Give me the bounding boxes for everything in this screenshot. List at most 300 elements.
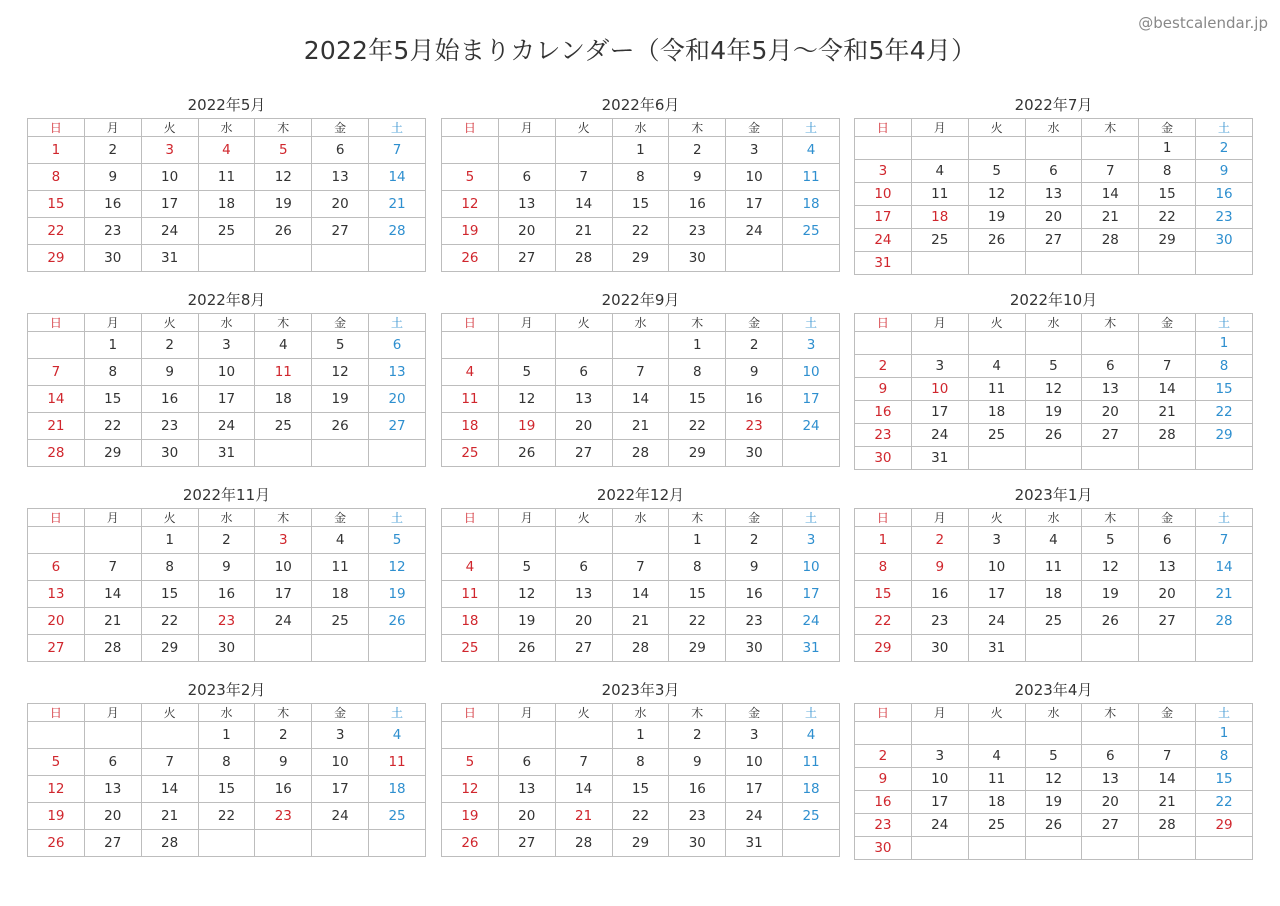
month-calendar bbox=[441, 482, 840, 662]
day-cell: 22 bbox=[141, 608, 198, 635]
day-cell: 8 bbox=[1196, 355, 1253, 378]
weekday-header-row bbox=[855, 119, 1253, 137]
weekday-header-row bbox=[442, 119, 840, 137]
day-cell: 5 bbox=[442, 749, 499, 776]
weekday-header-row bbox=[855, 704, 1253, 722]
day-cell: 3 bbox=[726, 137, 783, 164]
day-cell: 25 bbox=[783, 803, 840, 830]
day-cell: 1 bbox=[1139, 137, 1196, 160]
day-cell: 13 bbox=[1082, 378, 1139, 401]
day-cell: 2 bbox=[198, 527, 255, 554]
day-cell: 12 bbox=[1025, 378, 1082, 401]
weekday-header-row bbox=[855, 509, 1253, 527]
day-cell: 7 bbox=[369, 137, 426, 164]
day-cell: 7 bbox=[1139, 355, 1196, 378]
day-cell: 22 bbox=[1196, 401, 1253, 424]
empty-day-cell bbox=[1082, 447, 1139, 470]
weekday-label: 木 bbox=[669, 119, 726, 137]
day-cell: 6 bbox=[498, 749, 555, 776]
weekday-label: 月 bbox=[498, 119, 555, 137]
day-cell: 25 bbox=[369, 803, 426, 830]
day-cell: 8 bbox=[855, 554, 912, 581]
day-cell: 26 bbox=[28, 830, 85, 857]
empty-day-cell bbox=[369, 830, 426, 857]
day-cell: 19 bbox=[442, 218, 499, 245]
day-cell: 15 bbox=[855, 581, 912, 608]
empty-day-cell bbox=[312, 635, 369, 662]
weekday-label: 土 bbox=[1196, 509, 1253, 527]
day-cell: 20 bbox=[1139, 581, 1196, 608]
month-table bbox=[854, 508, 1253, 662]
day-cell: 27 bbox=[1082, 424, 1139, 447]
empty-day-cell bbox=[1196, 252, 1253, 275]
week-row bbox=[855, 206, 1253, 229]
day-cell: 6 bbox=[312, 137, 369, 164]
week-row bbox=[855, 527, 1253, 554]
week-row bbox=[28, 608, 426, 635]
empty-day-cell bbox=[855, 332, 912, 355]
day-cell: 15 bbox=[198, 776, 255, 803]
week-row bbox=[855, 332, 1253, 355]
day-cell: 7 bbox=[1139, 745, 1196, 768]
day-cell: 2 bbox=[255, 722, 312, 749]
weekday-label: 火 bbox=[555, 509, 612, 527]
weekday-label: 水 bbox=[612, 119, 669, 137]
day-cell: 5 bbox=[1082, 527, 1139, 554]
day-cell: 21 bbox=[612, 608, 669, 635]
week-row bbox=[442, 332, 840, 359]
day-cell: 2 bbox=[1196, 137, 1253, 160]
week-row bbox=[855, 837, 1253, 860]
empty-day-cell bbox=[312, 830, 369, 857]
day-cell: 28 bbox=[141, 830, 198, 857]
day-cell: 22 bbox=[84, 413, 141, 440]
weekday-label: 火 bbox=[968, 314, 1025, 332]
day-cell: 18 bbox=[369, 776, 426, 803]
day-cell: 23 bbox=[669, 803, 726, 830]
weekday-header-row bbox=[28, 314, 426, 332]
day-cell: 12 bbox=[442, 191, 499, 218]
day-cell: 2 bbox=[141, 332, 198, 359]
day-cell: 28 bbox=[555, 830, 612, 857]
day-cell: 24 bbox=[198, 413, 255, 440]
day-cell: 25 bbox=[255, 413, 312, 440]
day-cell: 5 bbox=[498, 554, 555, 581]
weekday-label: 日 bbox=[855, 704, 912, 722]
day-cell: 7 bbox=[555, 164, 612, 191]
day-cell: 14 bbox=[84, 581, 141, 608]
day-cell: 25 bbox=[442, 635, 499, 662]
month-title: 2022年9月 bbox=[601, 291, 680, 309]
day-cell: 21 bbox=[555, 803, 612, 830]
month-title: 2022年6月 bbox=[601, 96, 680, 114]
day-cell: 14 bbox=[1196, 554, 1253, 581]
month-calendar bbox=[854, 677, 1253, 860]
day-cell: 14 bbox=[28, 386, 85, 413]
weekday-header-row bbox=[442, 704, 840, 722]
day-cell: 24 bbox=[726, 803, 783, 830]
week-row bbox=[442, 749, 840, 776]
day-cell: 25 bbox=[783, 218, 840, 245]
day-cell: 15 bbox=[1196, 378, 1253, 401]
empty-day-cell bbox=[555, 332, 612, 359]
weekday-label: 日 bbox=[442, 314, 499, 332]
weekday-label: 水 bbox=[198, 119, 255, 137]
weekday-label: 月 bbox=[84, 314, 141, 332]
day-cell: 26 bbox=[442, 245, 499, 272]
empty-day-cell bbox=[255, 635, 312, 662]
day-cell: 27 bbox=[555, 440, 612, 467]
weekday-label: 木 bbox=[255, 119, 312, 137]
weekday-label: 土 bbox=[783, 509, 840, 527]
day-cell: 21 bbox=[28, 413, 85, 440]
empty-day-cell bbox=[255, 245, 312, 272]
day-cell: 10 bbox=[783, 554, 840, 581]
day-cell: 28 bbox=[612, 440, 669, 467]
day-cell: 10 bbox=[855, 183, 912, 206]
day-cell: 23 bbox=[1196, 206, 1253, 229]
day-cell: 6 bbox=[84, 749, 141, 776]
day-cell: 8 bbox=[669, 554, 726, 581]
week-row bbox=[28, 359, 426, 386]
weekday-label: 水 bbox=[1025, 509, 1082, 527]
day-cell: 19 bbox=[1025, 791, 1082, 814]
weekday-header-row bbox=[855, 314, 1253, 332]
weekday-label: 水 bbox=[1025, 314, 1082, 332]
day-cell: 5 bbox=[1025, 355, 1082, 378]
day-cell: 19 bbox=[442, 803, 499, 830]
day-cell: 10 bbox=[312, 749, 369, 776]
day-cell: 9 bbox=[669, 749, 726, 776]
day-cell: 15 bbox=[1139, 183, 1196, 206]
weekday-label: 水 bbox=[198, 704, 255, 722]
day-cell: 23 bbox=[141, 413, 198, 440]
day-cell: 5 bbox=[369, 527, 426, 554]
empty-day-cell bbox=[442, 332, 499, 359]
day-cell: 16 bbox=[255, 776, 312, 803]
day-cell: 5 bbox=[498, 359, 555, 386]
day-cell: 26 bbox=[498, 635, 555, 662]
day-cell: 21 bbox=[555, 218, 612, 245]
day-cell: 14 bbox=[369, 164, 426, 191]
day-cell: 23 bbox=[198, 608, 255, 635]
day-cell: 20 bbox=[1082, 401, 1139, 424]
week-row bbox=[855, 447, 1253, 470]
day-cell: 12 bbox=[255, 164, 312, 191]
day-cell: 24 bbox=[255, 608, 312, 635]
day-cell: 24 bbox=[968, 608, 1025, 635]
weekday-label: 金 bbox=[312, 314, 369, 332]
week-row bbox=[28, 440, 426, 467]
day-cell: 4 bbox=[312, 527, 369, 554]
weekday-label: 日 bbox=[28, 704, 85, 722]
day-cell: 27 bbox=[1082, 814, 1139, 837]
week-row bbox=[442, 722, 840, 749]
weekday-label: 火 bbox=[555, 704, 612, 722]
day-cell: 16 bbox=[141, 386, 198, 413]
day-cell: 26 bbox=[255, 218, 312, 245]
weekday-header-row bbox=[28, 509, 426, 527]
empty-day-cell bbox=[555, 137, 612, 164]
day-cell: 16 bbox=[1196, 183, 1253, 206]
empty-day-cell bbox=[198, 245, 255, 272]
weekday-header-row bbox=[442, 509, 840, 527]
weekday-label: 火 bbox=[141, 119, 198, 137]
day-cell: 13 bbox=[1025, 183, 1082, 206]
week-row bbox=[28, 554, 426, 581]
day-cell: 28 bbox=[612, 635, 669, 662]
day-cell: 9 bbox=[84, 164, 141, 191]
week-row bbox=[442, 137, 840, 164]
day-cell: 22 bbox=[198, 803, 255, 830]
day-cell: 24 bbox=[783, 608, 840, 635]
day-cell: 30 bbox=[855, 447, 912, 470]
day-cell: 30 bbox=[726, 440, 783, 467]
day-cell: 1 bbox=[612, 137, 669, 164]
weekday-label: 月 bbox=[911, 119, 968, 137]
day-cell: 25 bbox=[312, 608, 369, 635]
day-cell: 6 bbox=[1082, 745, 1139, 768]
day-cell: 7 bbox=[1196, 527, 1253, 554]
weekday-label: 日 bbox=[28, 119, 85, 137]
weekday-label: 金 bbox=[726, 509, 783, 527]
weekday-label: 月 bbox=[911, 314, 968, 332]
day-cell: 11 bbox=[968, 768, 1025, 791]
empty-day-cell bbox=[498, 527, 555, 554]
weekday-label: 水 bbox=[1025, 119, 1082, 137]
day-cell: 21 bbox=[1082, 206, 1139, 229]
day-cell: 23 bbox=[855, 814, 912, 837]
week-row bbox=[442, 359, 840, 386]
weekday-label: 月 bbox=[498, 314, 555, 332]
day-cell: 9 bbox=[855, 378, 912, 401]
day-cell: 26 bbox=[1025, 814, 1082, 837]
empty-day-cell bbox=[1196, 447, 1253, 470]
empty-day-cell bbox=[968, 252, 1025, 275]
day-cell: 12 bbox=[1025, 768, 1082, 791]
empty-day-cell bbox=[1025, 635, 1082, 662]
weekday-label: 月 bbox=[84, 704, 141, 722]
day-cell: 26 bbox=[498, 440, 555, 467]
day-cell: 17 bbox=[312, 776, 369, 803]
month-table bbox=[854, 118, 1253, 275]
weekday-header-row bbox=[28, 704, 426, 722]
day-cell: 17 bbox=[141, 191, 198, 218]
week-row bbox=[28, 776, 426, 803]
day-cell: 11 bbox=[783, 164, 840, 191]
day-cell: 18 bbox=[968, 401, 1025, 424]
empty-day-cell bbox=[442, 527, 499, 554]
week-row bbox=[442, 830, 840, 857]
day-cell: 23 bbox=[726, 608, 783, 635]
day-cell: 29 bbox=[1196, 424, 1253, 447]
week-row bbox=[855, 424, 1253, 447]
weekday-header-row bbox=[442, 314, 840, 332]
day-cell: 13 bbox=[1139, 554, 1196, 581]
empty-day-cell bbox=[442, 137, 499, 164]
weekday-label: 日 bbox=[28, 509, 85, 527]
week-row bbox=[442, 164, 840, 191]
page-title: 2022年5月始まりカレンダー（令和4年5月〜令和5年4月） bbox=[303, 36, 977, 65]
day-cell: 15 bbox=[1196, 768, 1253, 791]
day-cell: 3 bbox=[783, 527, 840, 554]
day-cell: 6 bbox=[555, 359, 612, 386]
day-cell: 15 bbox=[612, 776, 669, 803]
day-cell: 19 bbox=[312, 386, 369, 413]
weekday-label: 日 bbox=[855, 509, 912, 527]
day-cell: 10 bbox=[255, 554, 312, 581]
weekday-label: 水 bbox=[612, 704, 669, 722]
week-row bbox=[28, 332, 426, 359]
day-cell: 8 bbox=[1139, 160, 1196, 183]
day-cell: 2 bbox=[669, 137, 726, 164]
day-cell: 6 bbox=[1139, 527, 1196, 554]
day-cell: 31 bbox=[141, 245, 198, 272]
day-cell: 11 bbox=[911, 183, 968, 206]
weekday-label: 木 bbox=[1082, 314, 1139, 332]
day-cell: 31 bbox=[783, 635, 840, 662]
day-cell: 2 bbox=[84, 137, 141, 164]
day-cell: 15 bbox=[669, 581, 726, 608]
weekday-label: 土 bbox=[1196, 704, 1253, 722]
weekday-label: 木 bbox=[255, 704, 312, 722]
day-cell: 26 bbox=[968, 229, 1025, 252]
day-cell: 29 bbox=[855, 635, 912, 662]
day-cell: 18 bbox=[442, 608, 499, 635]
day-cell: 29 bbox=[141, 635, 198, 662]
day-cell: 29 bbox=[669, 440, 726, 467]
day-cell: 8 bbox=[669, 359, 726, 386]
weekday-label: 水 bbox=[198, 509, 255, 527]
empty-day-cell bbox=[28, 332, 85, 359]
day-cell: 25 bbox=[911, 229, 968, 252]
day-cell: 17 bbox=[198, 386, 255, 413]
day-cell: 30 bbox=[198, 635, 255, 662]
week-row bbox=[442, 245, 840, 272]
day-cell: 19 bbox=[1025, 401, 1082, 424]
day-cell: 13 bbox=[28, 581, 85, 608]
day-cell: 27 bbox=[1139, 608, 1196, 635]
day-cell: 8 bbox=[1196, 745, 1253, 768]
month-table bbox=[27, 508, 426, 662]
empty-day-cell bbox=[198, 830, 255, 857]
day-cell: 29 bbox=[612, 245, 669, 272]
month-table bbox=[27, 313, 426, 467]
weekday-label: 月 bbox=[911, 704, 968, 722]
weekday-label: 日 bbox=[28, 314, 85, 332]
day-cell: 30 bbox=[669, 245, 726, 272]
day-cell: 31 bbox=[726, 830, 783, 857]
empty-day-cell bbox=[442, 722, 499, 749]
day-cell: 20 bbox=[369, 386, 426, 413]
weekday-label: 金 bbox=[726, 314, 783, 332]
week-row bbox=[442, 218, 840, 245]
day-cell: 17 bbox=[968, 581, 1025, 608]
day-cell: 22 bbox=[669, 608, 726, 635]
weekday-label: 火 bbox=[968, 704, 1025, 722]
month-title: 2022年8月 bbox=[187, 291, 266, 309]
day-cell: 3 bbox=[726, 722, 783, 749]
week-row bbox=[28, 413, 426, 440]
week-row bbox=[442, 191, 840, 218]
week-row bbox=[855, 608, 1253, 635]
day-cell: 16 bbox=[84, 191, 141, 218]
day-cell: 9 bbox=[141, 359, 198, 386]
empty-day-cell bbox=[1139, 447, 1196, 470]
day-cell: 14 bbox=[141, 776, 198, 803]
day-cell: 9 bbox=[198, 554, 255, 581]
week-row bbox=[442, 554, 840, 581]
day-cell: 28 bbox=[1139, 424, 1196, 447]
day-cell: 5 bbox=[255, 137, 312, 164]
empty-day-cell bbox=[1139, 837, 1196, 860]
week-row bbox=[442, 581, 840, 608]
day-cell: 23 bbox=[855, 424, 912, 447]
day-cell: 5 bbox=[1025, 745, 1082, 768]
day-cell: 3 bbox=[968, 527, 1025, 554]
empty-day-cell bbox=[911, 722, 968, 745]
month-title: 2022年11月 bbox=[182, 486, 271, 504]
empty-day-cell bbox=[28, 722, 85, 749]
empty-day-cell bbox=[498, 137, 555, 164]
day-cell: 24 bbox=[726, 218, 783, 245]
day-cell: 9 bbox=[726, 554, 783, 581]
day-cell: 13 bbox=[1082, 768, 1139, 791]
day-cell: 9 bbox=[726, 359, 783, 386]
day-cell: 31 bbox=[855, 252, 912, 275]
empty-day-cell bbox=[369, 245, 426, 272]
day-cell: 4 bbox=[783, 137, 840, 164]
day-cell: 16 bbox=[911, 581, 968, 608]
day-cell: 2 bbox=[911, 527, 968, 554]
empty-day-cell bbox=[1139, 252, 1196, 275]
week-row bbox=[442, 803, 840, 830]
day-cell: 8 bbox=[28, 164, 85, 191]
day-cell: 15 bbox=[28, 191, 85, 218]
weekday-label: 日 bbox=[442, 509, 499, 527]
empty-day-cell bbox=[312, 245, 369, 272]
weekday-label: 日 bbox=[855, 314, 912, 332]
week-row bbox=[28, 191, 426, 218]
month-calendar bbox=[854, 287, 1253, 470]
month-table bbox=[854, 703, 1253, 860]
week-row bbox=[442, 386, 840, 413]
month-title: 2022年7月 bbox=[1014, 96, 1093, 114]
weekday-label: 木 bbox=[1082, 119, 1139, 137]
day-cell: 14 bbox=[555, 776, 612, 803]
weekday-label: 土 bbox=[1196, 314, 1253, 332]
empty-day-cell bbox=[968, 722, 1025, 745]
empty-day-cell bbox=[498, 722, 555, 749]
day-cell: 21 bbox=[1139, 401, 1196, 424]
empty-day-cell bbox=[968, 837, 1025, 860]
month-title: 2023年1月 bbox=[1014, 486, 1093, 504]
empty-day-cell bbox=[498, 332, 555, 359]
empty-day-cell bbox=[726, 245, 783, 272]
day-cell: 18 bbox=[1025, 581, 1082, 608]
day-cell: 29 bbox=[84, 440, 141, 467]
month-calendar bbox=[441, 287, 840, 467]
day-cell: 30 bbox=[911, 635, 968, 662]
day-cell: 1 bbox=[28, 137, 85, 164]
empty-day-cell bbox=[783, 440, 840, 467]
day-cell: 31 bbox=[198, 440, 255, 467]
day-cell: 21 bbox=[612, 413, 669, 440]
day-cell: 22 bbox=[1139, 206, 1196, 229]
empty-day-cell bbox=[1196, 635, 1253, 662]
day-cell: 25 bbox=[198, 218, 255, 245]
month-title: 2022年10月 bbox=[1009, 291, 1098, 309]
